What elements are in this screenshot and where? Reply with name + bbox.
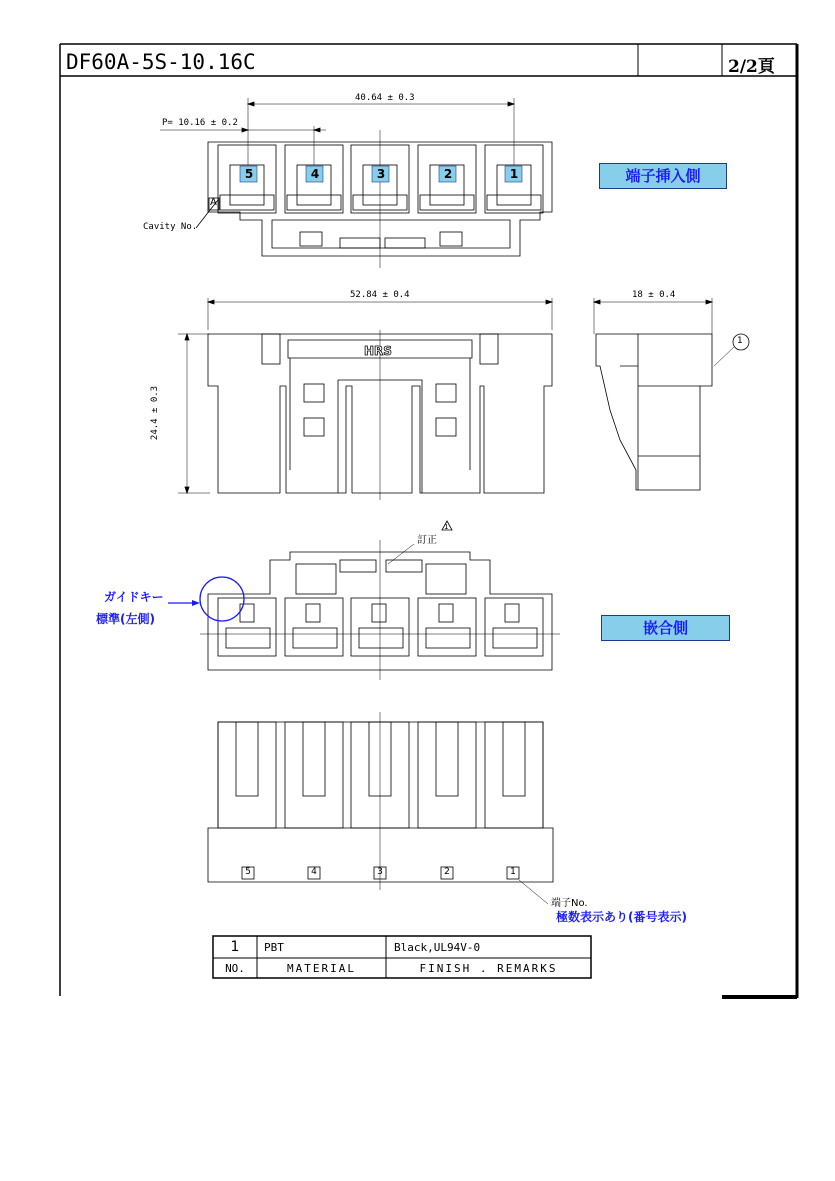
dim-width: 52.84 ± 0.4 bbox=[350, 290, 410, 300]
bottom-number-5: 5 bbox=[245, 867, 251, 877]
guide-key-reference-label: 標準(左側) bbox=[96, 612, 155, 626]
cavity-number-4: 4 bbox=[310, 167, 320, 181]
bottom-number-1: 1 bbox=[510, 867, 516, 877]
hrs-logo: HRS bbox=[364, 344, 392, 358]
mating-side-label: 嵌合側 bbox=[601, 615, 730, 641]
dim-depth: 18 ± 0.4 bbox=[632, 290, 676, 300]
view-side bbox=[594, 298, 749, 490]
dim-height: 24.4 ± 0.3 bbox=[150, 385, 161, 441]
bottom-number-4: 4 bbox=[311, 867, 317, 877]
table-row-finish: Black,UL94V-0 bbox=[394, 941, 481, 954]
terminal-insertion-side-label: 端子挿入側 bbox=[599, 163, 727, 189]
revision-label: 訂正 bbox=[417, 535, 437, 546]
table-header-finish: FINISH . REMARKS bbox=[419, 962, 558, 975]
table-header-no: NO. bbox=[225, 962, 245, 975]
cavity-number-2: 2 bbox=[443, 167, 453, 181]
dim-pitch: P= 10.16 ± 0.2 bbox=[162, 118, 238, 128]
part-number-title: DF60A-5S-10.16C bbox=[66, 50, 256, 74]
bottom-slots bbox=[218, 722, 543, 828]
page-number: 2/2頁 bbox=[728, 57, 775, 77]
cavity-no-label: Cavity No. bbox=[143, 222, 198, 232]
bottom-number-3: 3 bbox=[377, 867, 383, 877]
table-row-no: 1 bbox=[230, 939, 240, 955]
table-header-material: MATERIAL bbox=[287, 962, 356, 975]
view-mating bbox=[168, 521, 560, 680]
revision-number: 1 bbox=[444, 523, 449, 531]
cavity-number-1: 1 bbox=[509, 167, 519, 181]
dim-overall-pitch: 40.64 ± 0.3 bbox=[355, 93, 415, 103]
table-row-material: PBT bbox=[264, 941, 284, 954]
polarity-display-label: 極数表示あり(番号表示) bbox=[556, 910, 687, 924]
bottom-number-2: 2 bbox=[444, 867, 450, 877]
balloon-number: 1 bbox=[737, 336, 743, 346]
cavity-number-5: 5 bbox=[244, 167, 254, 181]
guide-key-label: ガイドキー bbox=[104, 590, 164, 604]
cavity-number-3: 3 bbox=[376, 167, 386, 181]
cavity-outlines-mating bbox=[218, 598, 543, 656]
cavity-marker: A bbox=[210, 197, 217, 208]
terminal-no-label: 端子No. bbox=[551, 898, 588, 909]
view-front bbox=[178, 298, 552, 500]
